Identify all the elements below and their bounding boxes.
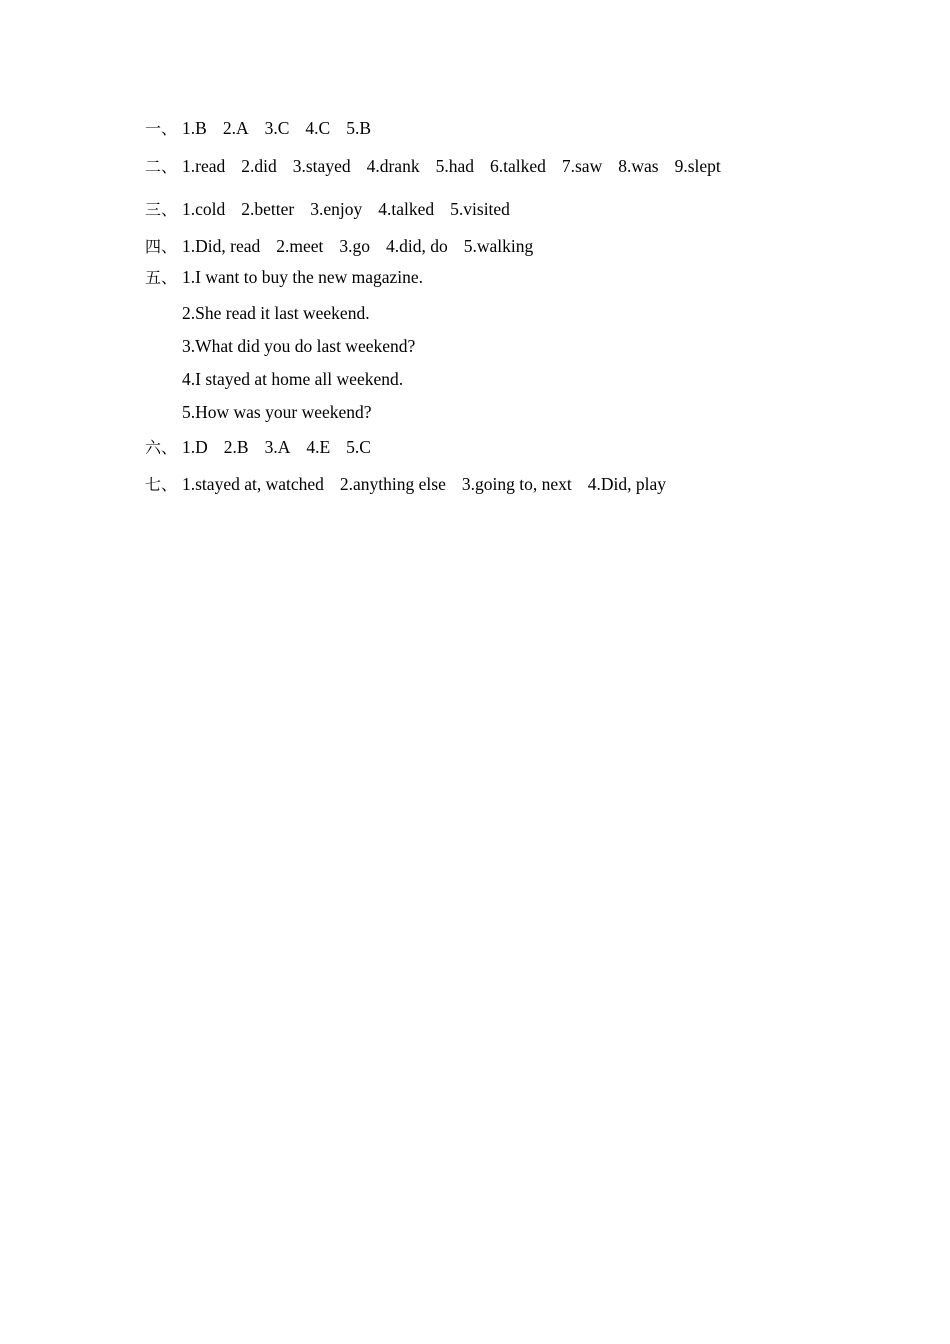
answer-sentence: 1.I want to buy the new magazine. [182, 267, 424, 287]
section-number: 六、 [145, 438, 178, 457]
answer-item: 5.visited [450, 199, 510, 219]
section-number: 二、 [145, 157, 178, 176]
answer-sentence: 3.What did you do last weekend? [182, 336, 416, 356]
answer-item: 4.did, do [386, 236, 448, 256]
answer-item: 8.was [618, 156, 659, 176]
section-number: 七、 [145, 475, 178, 494]
answer-item: 4.drank [366, 156, 420, 176]
answer-item: 1.cold [182, 199, 226, 219]
section-4 [145, 235, 549, 258]
answer-item: 2.anything else [339, 474, 446, 494]
answer-item: 3.A [264, 437, 291, 457]
answer-item: 1.D [182, 437, 208, 457]
answer-item: 5.C [346, 437, 371, 457]
answer-item: 1.B [182, 118, 207, 138]
answer-item: 1.Did, read [182, 236, 261, 256]
answer-item: 5.B [346, 118, 372, 138]
answer-item: 4.C [305, 118, 331, 138]
section-number: 三、 [145, 200, 178, 219]
answer-item: 3.go [339, 236, 371, 256]
answer-item: 9.slept [674, 156, 721, 176]
answer-sentence: 2.She read it last weekend. [182, 303, 370, 323]
answer-item: 3.enjoy [310, 199, 363, 219]
section-number: 五、 [145, 268, 178, 287]
section-5 [145, 266, 439, 289]
section-6 [145, 436, 387, 459]
section-2 [145, 155, 737, 178]
answer-item: 4.Did, play [587, 474, 666, 494]
answer-item: 3.C [264, 118, 290, 138]
section-7 [145, 473, 682, 496]
section-3 [145, 198, 526, 221]
answer-item: 2.did [241, 156, 277, 176]
answer-item: 1.stayed at, watched [182, 474, 324, 494]
answer-item: 5.walking [463, 236, 534, 256]
answer-sentence: 5.How was your weekend? [182, 402, 372, 422]
answer-item: 2.A [222, 118, 249, 138]
answer-item: 4.talked [378, 199, 435, 219]
answer-item: 4.E [306, 437, 331, 457]
answer-item: 3.going to, next [461, 474, 572, 494]
section-1 [145, 117, 387, 140]
answer-item: 3.stayed [292, 156, 351, 176]
answer-item: 7.saw [561, 156, 603, 176]
answer-item: 2.B [223, 437, 249, 457]
answer-item: 1.read [182, 156, 226, 176]
section-number: 四、 [145, 237, 178, 256]
answer-item: 2.better [241, 199, 295, 219]
answer-item: 2.meet [276, 236, 324, 256]
answer-item: 5.had [435, 156, 474, 176]
answer-item: 6.talked [489, 156, 546, 176]
answer-sentence: 4.I stayed at home all weekend. [182, 369, 404, 389]
section-number: 一、 [145, 119, 178, 138]
